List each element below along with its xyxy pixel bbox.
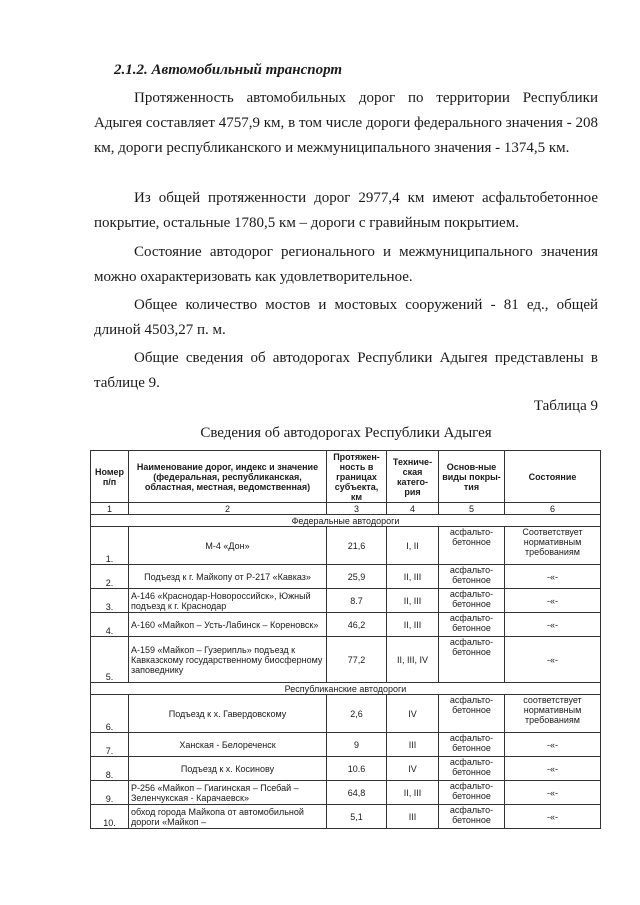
road-category: II, III [387, 781, 439, 805]
road-length: 8.7 [327, 589, 387, 613]
paragraph-3: Состояние автодорог регионального и межмуниципального значения можно охарактеризовать как удовлетворительное. [94, 244, 598, 285]
road-coverage: асфальто-бетонное [439, 527, 505, 565]
road-coverage: асфальто-бетонное [439, 637, 505, 683]
road-length: 5,1 [327, 805, 387, 829]
header-coverage: Основ-ные виды покры-тия [439, 451, 505, 503]
table-row [91, 527, 601, 565]
road-length: 10.6 [327, 757, 387, 781]
table-header-row [91, 451, 601, 503]
road-name: Ханская - Белореченск [129, 733, 327, 757]
section-label: Федеральные автодороги [91, 515, 601, 527]
road-category: IV [387, 695, 439, 733]
road-category: II, III [387, 565, 439, 589]
road-name: Подъезд к г. Майкопу от Р-217 «Кавказ» [129, 565, 327, 589]
column-number-row [91, 503, 601, 515]
row-number: 8. [91, 757, 129, 781]
road-category: III [387, 733, 439, 757]
header-number: Номер п/п [91, 451, 129, 503]
col-number: 3 [327, 503, 387, 515]
road-coverage: асфальто-бетонное [439, 733, 505, 757]
road-length: 25,9 [327, 565, 387, 589]
row-number: 10. [91, 805, 129, 829]
road-name: А-159 «Майкоп – Гузерипль» подъезд к Кавказскому государственному биосферному заповеднику [129, 637, 327, 683]
road-length: 46,2 [327, 613, 387, 637]
road-state: -«- [505, 805, 601, 829]
header-state: Состояние [505, 451, 601, 503]
road-state: -«- [505, 613, 601, 637]
road-category: IV [387, 757, 439, 781]
road-coverage: асфальто-бетонное [439, 757, 505, 781]
road-category: II, III, IV [387, 637, 439, 683]
table-row [91, 637, 601, 683]
road-category: III [387, 805, 439, 829]
row-number: 6. [91, 695, 129, 733]
table-row [91, 733, 601, 757]
col-number: 1 [91, 503, 129, 515]
section-label: Республиканские автодороги [91, 683, 601, 695]
road-length: 21,6 [327, 527, 387, 565]
road-state: -«- [505, 757, 601, 781]
road-length: 2,6 [327, 695, 387, 733]
road-state: -«- [505, 781, 601, 805]
road-coverage: асфальто-бетонное [439, 695, 505, 733]
table-row [91, 805, 601, 829]
header-category: Техниче-ская катего-рия [387, 451, 439, 503]
road-coverage: асфальто-бетонное [439, 589, 505, 613]
table-number: Таблица 9 [533, 398, 598, 414]
road-state: -«- [505, 589, 601, 613]
header-name: Наименование дорог, индекс и значение (федеральная, республиканская, областная, местная, ведомственная) [129, 451, 327, 503]
table-row [91, 695, 601, 733]
col-number: 6 [505, 503, 601, 515]
row-number: 9. [91, 781, 129, 805]
road-name: Подъезд к х. Гавердовскому [129, 695, 327, 733]
table-row [91, 757, 601, 781]
road-category: I, II [387, 527, 439, 565]
paragraph-4: Общее количество мостов и мостовых сооружений - 81 ед., общей длиной 4503,27 п. м. [94, 297, 598, 338]
road-state: -«- [505, 637, 601, 683]
road-length: 9 [327, 733, 387, 757]
paragraph-2: Из общей протяженности дорог 2977,4 км имеют асфальтобетонное покрытие, остальные 1780,5 км – дороги с гравийным покрытием. [94, 190, 598, 231]
section-row-republic [91, 683, 601, 695]
section-row-federal [91, 515, 601, 527]
row-number: 3. [91, 589, 129, 613]
road-state: -«- [505, 733, 601, 757]
row-number: 5. [91, 637, 129, 683]
section-heading: 2.1.2. Автомобильный транспорт [114, 62, 343, 78]
row-number: 4. [91, 613, 129, 637]
road-name: Подъезд к х. Косинову [129, 757, 327, 781]
table-caption: Сведения об автодорогах Республики Адыгея [200, 425, 492, 441]
col-number: 5 [439, 503, 505, 515]
table-row [91, 613, 601, 637]
road-coverage: асфальто-бетонное [439, 565, 505, 589]
table-row [91, 781, 601, 805]
road-length: 64,8 [327, 781, 387, 805]
road-name: А-146 «Краснодар-Новороссийск», Южный подъезд к г. Краснодар [129, 589, 327, 613]
road-state: -«- [505, 565, 601, 589]
row-number: 1. [91, 527, 129, 565]
road-name: А-160 «Майкоп – Усть-Лабинск – Кореновск» [129, 613, 327, 637]
table-row [91, 565, 601, 589]
road-coverage: асфальто-бетонное [439, 805, 505, 829]
road-name: Р-256 «Майкоп – Гиагинская – Псебай – Зеленчукская - Карачаевск» [129, 781, 327, 805]
roads-table [90, 450, 601, 829]
road-name: М-4 «Дон» [129, 527, 327, 565]
road-length: 77,2 [327, 637, 387, 683]
road-coverage: асфальто-бетонное [439, 613, 505, 637]
table-row [91, 589, 601, 613]
paragraph-5: Общие сведения об автодорогах Республики Адыгея представлены в таблице 9. [94, 350, 598, 391]
col-number: 4 [387, 503, 439, 515]
road-category: II, III [387, 589, 439, 613]
paragraph-1: Протяженность автомобильных дорог по территории Республики Адыгея составляет 4757,9 км, в том числе дороги федерального значения - 208 км, дороги республиканского и межмуниципального значения - 1374,5 км. [94, 90, 598, 156]
col-number: 2 [129, 503, 327, 515]
road-coverage: асфальто-бетонное [439, 781, 505, 805]
road-state: соответствует нормативным требованиям [505, 695, 601, 733]
road-name: обход города Майкопа от автомобильной дороги «Майкоп – [129, 805, 327, 829]
row-number: 7. [91, 733, 129, 757]
header-length: Протяжен-ность в границах субъекта, км [327, 451, 387, 503]
road-category: II, III [387, 613, 439, 637]
road-state: Соответствует нормативным требованиям [505, 527, 601, 565]
row-number: 2. [91, 565, 129, 589]
